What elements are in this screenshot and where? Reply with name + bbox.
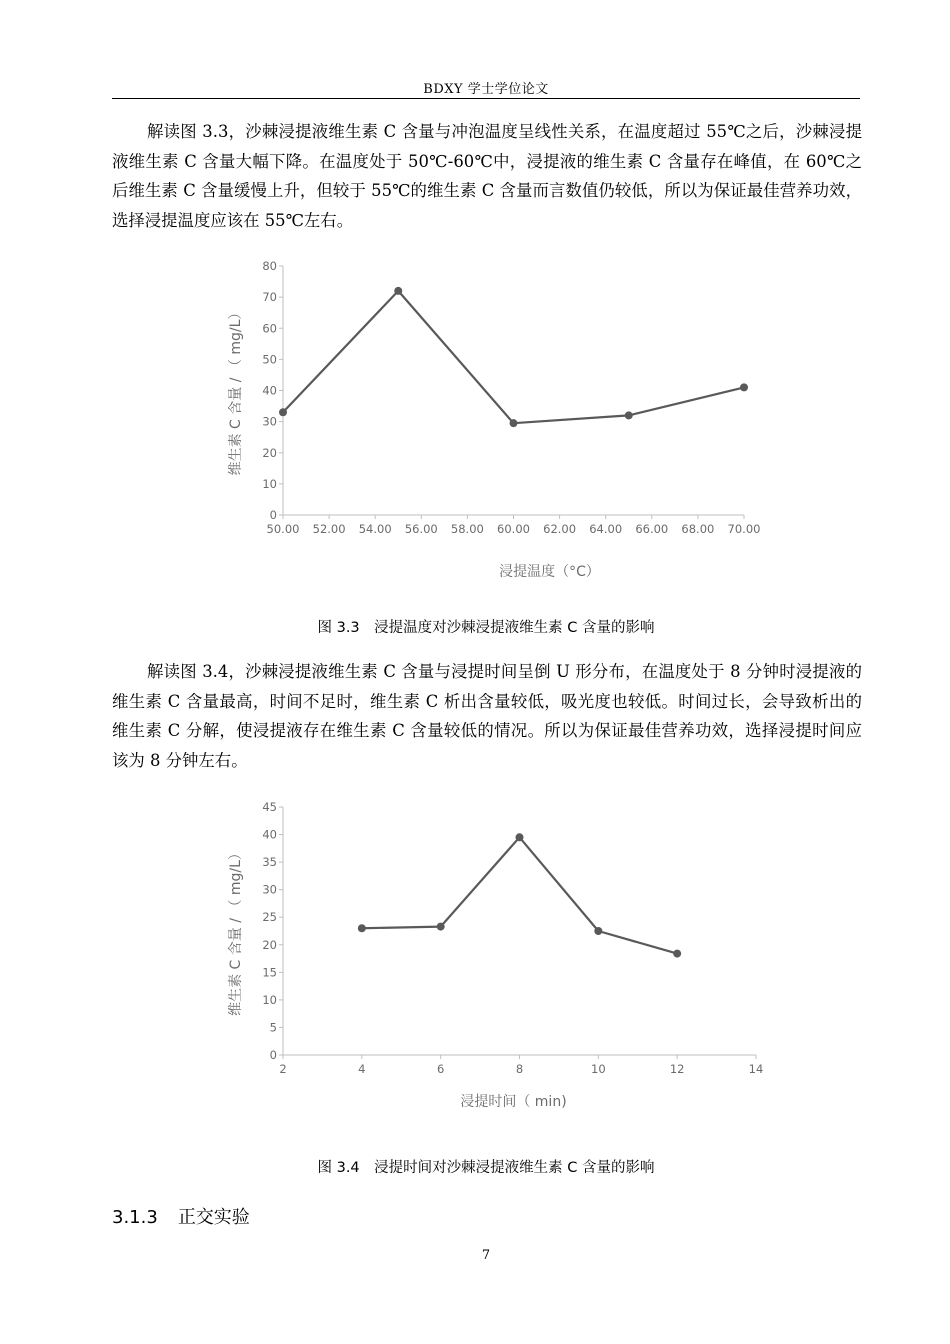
x-axis-title: 浸提温度（°C） (499, 564, 600, 580)
x-tick-label: 62.00 (543, 522, 577, 536)
paragraph-fig34-analysis: 解读图 3.4，沙棘浸提液维生素 C 含量与浸提时间呈倒 U 形分布，在温度处于 8 分钟时浸提液的维生素 C 含量最高，时间不足时，维生素 C 析出含量较低，吸光度也较低。时间过长，会导致析出的维生素 C 分解，使浸提液存在维生素 C 含量较低的情况。所以为保证最佳营养功效，选择浸提时间应该为 8 分钟左右。 (112, 662, 862, 770)
x-tick-label: 2 (279, 1062, 287, 1076)
y-tick-label: 30 (262, 414, 277, 429)
chart-time-vs-vitamin-c (0, 795, 950, 1125)
x-tick-label: 14 (748, 1062, 764, 1076)
y-tick-label: 50 (262, 352, 277, 367)
x-tick-label: 60.00 (497, 522, 530, 536)
data-point (437, 923, 445, 931)
y-tick-label: 20 (262, 937, 277, 952)
x-tick-label: 4 (358, 1062, 366, 1076)
x-tick-label: 58.00 (450, 522, 484, 536)
y-tick-label: 45 (262, 800, 277, 814)
series-line (362, 837, 677, 953)
x-tick-label: 52.00 (312, 522, 346, 536)
running-header: BDXY 学士学位论文 (423, 82, 549, 97)
data-point (516, 833, 524, 841)
y-tick-label: 30 (262, 882, 277, 897)
x-tick-label: 66.00 (635, 522, 669, 536)
x-tick-label: 56.00 (404, 522, 438, 536)
y-tick-label: 40 (262, 827, 277, 842)
y-tick-label: 0 (269, 1048, 277, 1062)
y-tick-label: 25 (262, 910, 277, 925)
x-axis-title: 浸提时间（ min) (460, 1094, 567, 1110)
data-point (673, 950, 681, 958)
y-tick-label: 15 (262, 965, 277, 980)
x-tick-label: 54.00 (358, 522, 392, 536)
x-tick-label: 12 (669, 1062, 685, 1076)
section-number: 3.1.3 (112, 1207, 158, 1228)
y-tick-label: 70 (262, 290, 277, 305)
data-point (279, 408, 287, 416)
data-point (510, 419, 518, 427)
header-rule (112, 98, 860, 99)
y-tick-label: 35 (262, 855, 277, 870)
section-heading (112, 1203, 250, 1229)
y-tick-label: 80 (262, 259, 277, 273)
y-axis-title: 维生素 C 含量 / （ mg/L） (228, 305, 244, 476)
x-tick-label: 10 (591, 1062, 606, 1076)
y-tick-label: 10 (262, 992, 277, 1007)
section-title: 正交实验 (177, 1207, 250, 1228)
page-number: 7 (481, 1248, 491, 1263)
x-tick-label: 70.00 (727, 522, 761, 536)
figure-3-4-caption: 图 3.4 浸提时间对沙棘浸提液维生素 C 含量的影响 (317, 1160, 655, 1176)
x-tick-label: 8 (515, 1062, 524, 1076)
paragraph-fig33-analysis: 解读图 3.3，沙棘浸提液维生素 C 含量与冲泡温度呈线性关系，在温度超过 55℃之后，沙棘浸提液维生素 C 含量大幅下降。在温度处于 50℃-60℃中，浸提液的维生素 C 含量存在峰值，在 60℃之后维生素 C 含量缓慢上升，但较于 55℃的维生素 C 含量而言数值仍较低，所以为保证最佳营养功效，选择浸提温度应该在 55℃左右。 (112, 122, 862, 230)
y-tick-label: 40 (262, 383, 277, 398)
y-axis-title: 维生素 C 含量 / （ mg/L） (228, 846, 244, 1016)
y-tick-label: 5 (269, 1020, 277, 1035)
data-point (358, 924, 366, 932)
data-point (394, 287, 402, 295)
data-point (594, 927, 602, 935)
y-tick-label: 0 (269, 508, 277, 522)
data-point (740, 383, 748, 391)
chart-temperature-vs-vitamin-c (0, 250, 950, 600)
y-tick-label: 20 (262, 445, 277, 460)
x-tick-label: 64.00 (589, 522, 623, 536)
x-tick-label: 6 (437, 1062, 445, 1076)
figure-3-3-caption: 图 3.3 浸提温度对沙棘浸提液维生素 C 含量的影响 (317, 620, 655, 636)
series-line (283, 291, 744, 423)
x-tick-label: 68.00 (681, 522, 715, 536)
x-tick-label: 50.00 (266, 522, 300, 536)
y-tick-label: 10 (262, 476, 277, 491)
data-point (625, 411, 633, 419)
y-tick-label: 60 (262, 321, 277, 336)
